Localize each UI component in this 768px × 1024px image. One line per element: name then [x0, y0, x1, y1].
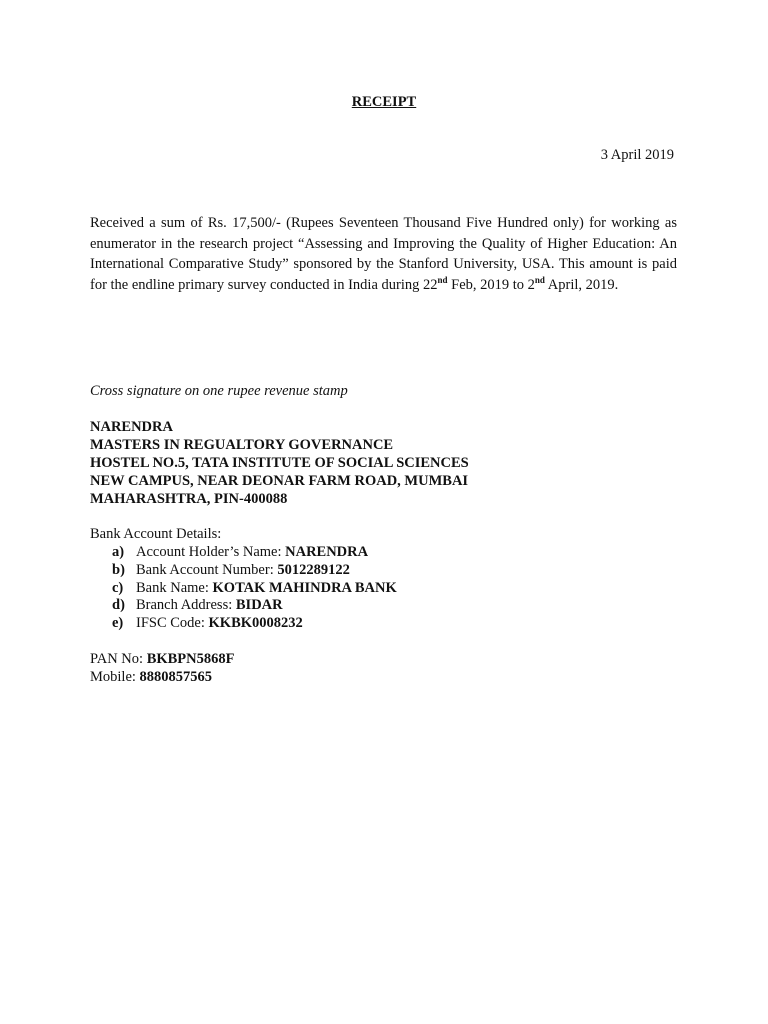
mobile-row: [90, 669, 235, 687]
address-line: NEW CAMPUS, NEAR DEONAR FARM ROAD, MUMBAI: [90, 473, 469, 489]
address-line: MASTERS IN REGUALTORY GOVERNANCE: [90, 437, 394, 453]
revenue-stamp-note: Cross signature on one rupee revenue stamp: [90, 383, 348, 399]
contact-details: [90, 651, 235, 686]
list-item: [112, 597, 397, 615]
list-item: [112, 562, 397, 580]
recipient-name: NARENDRA: [90, 419, 173, 435]
address-line: MAHARASHTRA, PIN-400088: [90, 491, 288, 507]
list-marker: d): [112, 597, 125, 614]
field-label: Branch Address:: [136, 597, 236, 614]
field-value: KKBK0008232: [208, 615, 303, 632]
field-value: KOTAK MAHINDRA BANK: [212, 579, 397, 596]
bank-details-heading: Bank Account Details:: [90, 526, 222, 542]
ordinal-suffix: nd: [437, 274, 448, 285]
field-value: BIDAR: [235, 597, 283, 614]
body-text-part3: April, 2019.: [544, 276, 619, 293]
recipient-address: [90, 418, 469, 508]
pan-row: [90, 651, 235, 669]
list-marker: e): [112, 615, 124, 632]
bank-details-list: [112, 544, 397, 633]
mobile-label: Mobile:: [90, 668, 140, 685]
receipt-date: 3 April 2019: [600, 147, 674, 163]
body-text-part2: Feb, 2019 to 2: [447, 276, 535, 293]
list-marker: b): [112, 561, 125, 578]
receipt-body: [90, 213, 677, 295]
address-line: HOSTEL NO.5, TATA INSTITUTE OF SOCIAL SCIENCES: [90, 455, 469, 471]
field-value: NARENDRA: [285, 544, 369, 560]
field-label: IFSC Code:: [136, 615, 209, 632]
receipt-title: RECEIPT: [351, 94, 417, 110]
ordinal-suffix: nd: [534, 274, 545, 285]
field-label: Bank Name:: [136, 579, 213, 596]
list-item: [112, 615, 397, 633]
body-text-part1: Received a sum of Rs. 17,500/- (Rupees Seventeen Thousand Five Hundred only) for working as enumerator in the research project “Assessing and Improving the Quality of Higher Education: An International Comparative Study” sponsored by the Stanford University, USA. This amount is paid for the endline primary survey conducted in India during 22: [90, 215, 677, 293]
field-value: 5012289122: [277, 561, 350, 578]
pan-label: PAN No:: [90, 651, 147, 667]
field-label: Bank Account Number:: [136, 561, 278, 578]
list-item: [112, 580, 397, 598]
list-marker: c): [112, 579, 124, 596]
pan-value: BKBPN5868F: [146, 651, 235, 667]
mobile-value: 8880857565: [139, 668, 213, 685]
list-marker: a): [112, 544, 125, 560]
list-item: [112, 544, 397, 562]
field-label: Account Holder’s Name:: [136, 544, 286, 560]
